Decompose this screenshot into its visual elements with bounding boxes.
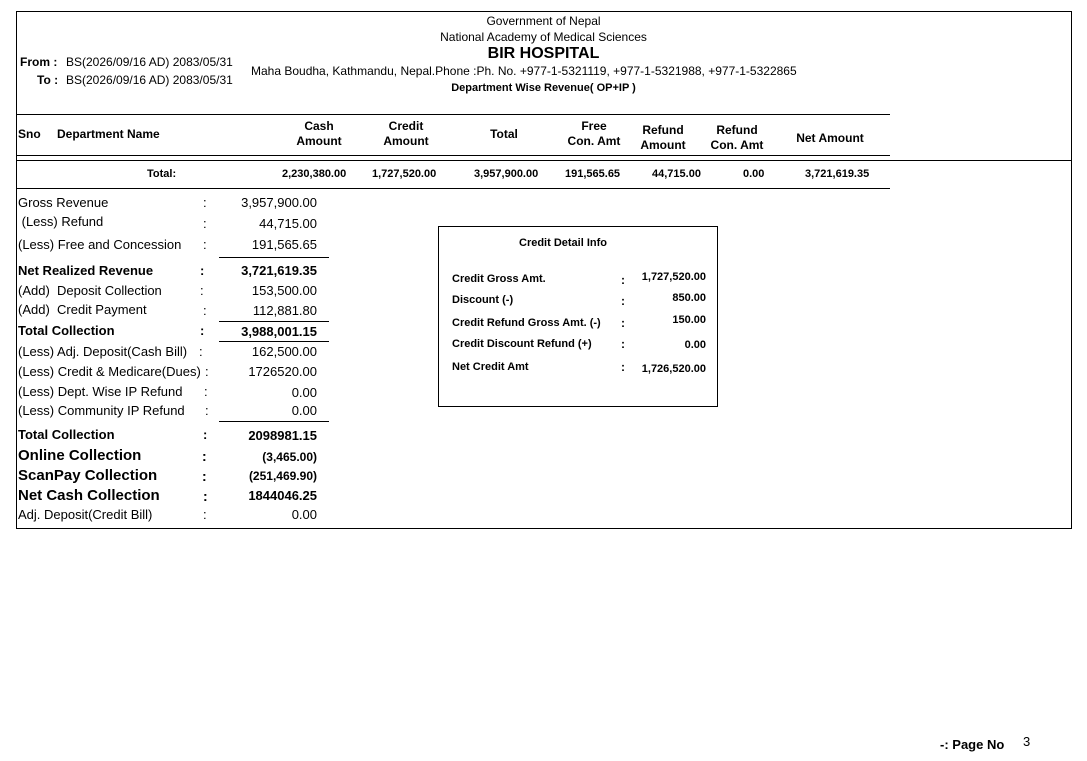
subtotal-rule bbox=[219, 341, 329, 342]
total-cash: 2,230,380.00 bbox=[282, 168, 347, 180]
summary-value: 44,715.00 bbox=[259, 216, 317, 231]
from-label: From : bbox=[20, 55, 58, 69]
credit-detail-label: Discount (-) bbox=[452, 294, 514, 306]
summary-value: 3,988,001.15 bbox=[241, 324, 317, 339]
col-cash: Cash Amount bbox=[296, 119, 342, 148]
credit-detail-colon: : bbox=[621, 294, 625, 308]
summary-label: (Less) Dept. Wise IP Refund bbox=[18, 384, 183, 399]
summary-colon: : bbox=[203, 216, 207, 231]
credit-detail-label: Credit Gross Amt. bbox=[452, 273, 546, 285]
summary-value: 2098981.15 bbox=[248, 428, 317, 443]
summary-value: 1844046.25 bbox=[248, 488, 317, 503]
from-date: BS(2026/09/16 AD) 2083/05/31 bbox=[66, 55, 233, 69]
to-label: To : bbox=[37, 73, 59, 87]
summary-colon: : bbox=[204, 384, 208, 399]
col-department: Department Name bbox=[57, 127, 160, 141]
summary-label: Net Realized Revenue bbox=[18, 263, 154, 278]
government-line: Government of Nepal bbox=[486, 14, 601, 28]
col-sno: Sno bbox=[18, 127, 41, 141]
total-free-con: 191,565.65 bbox=[565, 168, 621, 180]
summary-value: (3,465.00) bbox=[262, 450, 317, 464]
hospital-name: BIR HOSPITAL bbox=[487, 45, 600, 62]
summary-colon: : bbox=[203, 303, 207, 318]
summary-label: (Less) Free and Concession bbox=[18, 237, 182, 252]
credit-detail-value: 150.00 bbox=[672, 314, 706, 326]
summary-label: (Add) Credit Payment bbox=[18, 302, 147, 317]
summary-value: 162,500.00 bbox=[251, 344, 317, 359]
totals-bottom-rule bbox=[17, 188, 890, 189]
credit-detail-label: Credit Refund Gross Amt. (-) bbox=[452, 317, 601, 329]
summary-label: (Less) Community IP Refund bbox=[18, 403, 185, 418]
summary-label: Net Cash Collection bbox=[18, 487, 160, 504]
credit-detail-colon: : bbox=[621, 337, 625, 351]
summary-colon: : bbox=[203, 427, 208, 442]
summary-value: 3,721,619.35 bbox=[241, 263, 317, 278]
header-bottom-rule bbox=[17, 155, 890, 156]
totals-label: Total: bbox=[147, 168, 177, 180]
summary-label: Online Collection bbox=[18, 447, 142, 464]
summary-label: ScanPay Collection bbox=[18, 467, 158, 484]
summary-value: 1726520.00 bbox=[248, 364, 317, 379]
summary-value: 0.00 bbox=[291, 385, 317, 400]
credit-detail-value: 1,727,520.00 bbox=[641, 271, 706, 283]
summary-colon: : bbox=[200, 263, 205, 278]
summary-colon: : bbox=[200, 323, 205, 338]
total-credit: 1,727,520.00 bbox=[372, 168, 437, 180]
summary-colon: : bbox=[200, 283, 204, 298]
total-net: 3,721,619.35 bbox=[805, 168, 870, 180]
summary-colon: : bbox=[203, 195, 207, 210]
summary-label: Total Collection bbox=[18, 323, 115, 338]
subtotal-rule bbox=[219, 421, 329, 422]
subtotal-rule bbox=[219, 257, 329, 258]
credit-detail-colon: : bbox=[621, 360, 625, 374]
col-refund-amount: Refund Amount bbox=[640, 123, 686, 152]
summary-label: Total Collection bbox=[18, 427, 115, 442]
col-refund-con: Refund Con. Amt bbox=[710, 123, 764, 152]
credit-detail-label: Credit Discount Refund (+) bbox=[452, 338, 592, 350]
summary-colon: : bbox=[202, 468, 207, 484]
credit-detail-value: 0.00 bbox=[684, 339, 706, 351]
total-total: 3,957,900.00 bbox=[474, 168, 539, 180]
summary-value: 153,500.00 bbox=[251, 283, 317, 298]
summary-colon: : bbox=[203, 507, 207, 522]
summary-colon: : bbox=[205, 403, 209, 418]
credit-detail-value: 850.00 bbox=[672, 292, 706, 304]
to-date: BS(2026/09/16 AD) 2083/05/31 bbox=[66, 73, 233, 87]
section-rule bbox=[17, 160, 1072, 161]
summary-colon: : bbox=[205, 364, 209, 379]
credit-detail-title: Credit Detail Info bbox=[519, 237, 608, 249]
summary-colon: : bbox=[203, 488, 208, 504]
summary-value: 0.00 bbox=[291, 403, 317, 418]
summary-value: 0.00 bbox=[291, 507, 317, 522]
page-number: 3 bbox=[1023, 734, 1031, 749]
col-credit: Credit Amount bbox=[383, 119, 429, 148]
total-refund: 44,715.00 bbox=[652, 168, 701, 180]
summary-value: (251,469.90) bbox=[248, 469, 317, 483]
summary-label: (Less) Credit & Medicare(Dues) bbox=[18, 364, 201, 379]
credit-detail-value: 1,726,520.00 bbox=[641, 363, 706, 375]
summary-label: (Add) Deposit Collection bbox=[18, 283, 162, 298]
summary-value: 112,881.80 bbox=[252, 303, 317, 318]
summary-value: 191,565.65 bbox=[251, 237, 317, 252]
credit-detail-colon: : bbox=[621, 273, 625, 287]
page-number-label: -: Page No bbox=[940, 737, 1005, 752]
hospital-address: Maha Boudha, Kathmandu, Nepal.Phone :Ph. No. +977-1-5321119, +977-1-5321988, +977-1-5322865 bbox=[251, 64, 797, 78]
summary-value: 3,957,900.00 bbox=[241, 195, 317, 210]
summary-label: (Less) Refund bbox=[18, 214, 104, 229]
col-net-amount: Net Amount bbox=[796, 131, 864, 145]
summary-colon: : bbox=[199, 344, 203, 359]
summary-label: (Less) Adj. Deposit(Cash Bill) bbox=[18, 344, 188, 359]
subtotal-rule bbox=[219, 321, 329, 322]
academy-line: National Academy of Medical Sciences bbox=[440, 30, 647, 44]
table-top-rule bbox=[17, 114, 890, 115]
credit-detail-colon: : bbox=[621, 316, 625, 330]
report-title: Department Wise Revenue( OP+IP ) bbox=[451, 82, 636, 94]
credit-detail-box bbox=[438, 226, 718, 407]
col-free-con: Free Con. Amt bbox=[567, 119, 621, 148]
summary-colon: : bbox=[202, 448, 207, 464]
summary-label: Adj. Deposit(Credit Bill) bbox=[18, 507, 153, 522]
total-refund-con: 0.00 bbox=[743, 168, 765, 180]
summary-label: Gross Revenue bbox=[18, 195, 109, 210]
credit-detail-label: Net Credit Amt bbox=[452, 361, 529, 373]
summary-colon: : bbox=[203, 237, 207, 252]
col-total: Total bbox=[490, 127, 518, 141]
